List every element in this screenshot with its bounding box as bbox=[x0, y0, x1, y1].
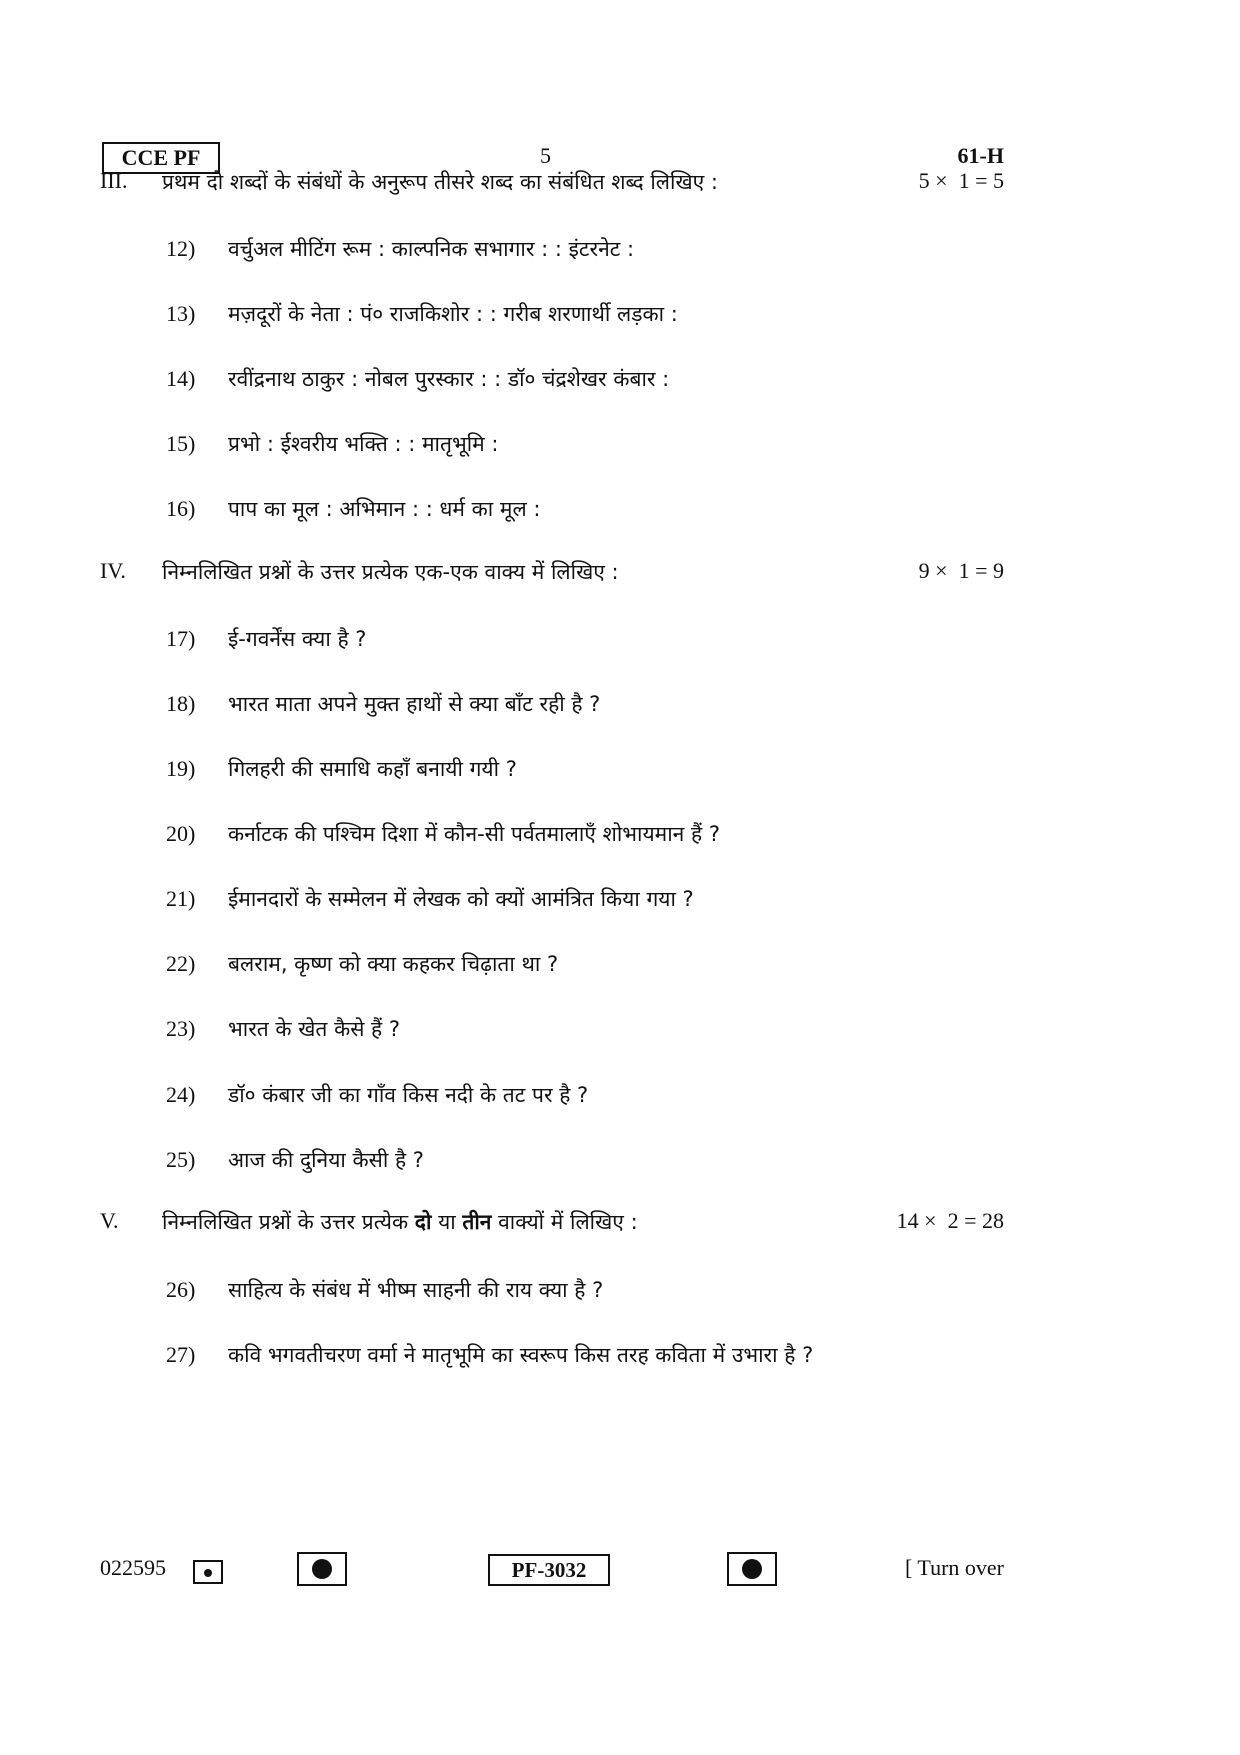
registration-mark-small bbox=[193, 1560, 223, 1584]
footer-id-number: 022595 bbox=[100, 1555, 166, 1580]
question-number: 20) bbox=[166, 821, 196, 846]
section-marks: 14 × 2 = 28 bbox=[896, 1208, 1004, 1233]
question-text: आज की दुनिया कैसी है ? bbox=[228, 1148, 424, 1172]
question-item bbox=[166, 820, 720, 854]
question-item bbox=[166, 1341, 813, 1375]
question-item bbox=[166, 690, 600, 724]
question-text: कवि भगवतीचरण वर्मा ने मातृभूमि का स्वरूप किस तरह कविता में उभारा है ? bbox=[228, 1343, 814, 1367]
question-item bbox=[166, 885, 694, 919]
question-text: ई-गवर्नेंस क्या है ? bbox=[228, 627, 367, 651]
question-text: कर्नाटक की पश्चिम दिशा में कौन-सी पर्वतमालाएँ शोभायमान हैं ? bbox=[228, 822, 720, 846]
question-number: 23) bbox=[166, 1016, 196, 1041]
question-number: 16) bbox=[166, 496, 196, 521]
question-number: 22) bbox=[166, 951, 196, 976]
dot-icon bbox=[742, 1559, 762, 1579]
question-item bbox=[166, 1276, 603, 1310]
section-instruction: निम्नलिखित प्रश्नों के उत्तर प्रत्येक एक-एक वाक्य में लिखिए : bbox=[162, 560, 619, 584]
question-number: 25) bbox=[166, 1147, 196, 1172]
question-text: साहित्य के संबंध में भीष्म साहनी की राय क्या है ? bbox=[228, 1278, 604, 1302]
question-number: 12) bbox=[166, 236, 196, 261]
question-text: रवींद्रनाथ ठाकुर : नोबल पुरस्कार : : डॉ० चंद्रशेखर कंबार : bbox=[228, 367, 670, 391]
question-text: डॉ० कंबार जी का गाँव किस नदी के तट पर है ? bbox=[228, 1083, 589, 1107]
question-text: गिलहरी की समाधि कहाँ बनायी गयी ? bbox=[228, 757, 517, 781]
instruction-emphasis: तीन bbox=[462, 1210, 492, 1234]
dot-icon bbox=[204, 1569, 212, 1577]
question-item bbox=[166, 235, 634, 269]
question-number: 24) bbox=[166, 1082, 196, 1107]
footer-paper-code: PF-3032 bbox=[488, 1554, 610, 1586]
section-marks: 9 × 1 = 9 bbox=[918, 558, 1004, 583]
question-item bbox=[166, 950, 558, 984]
section-marks: 5 × 1 = 5 bbox=[918, 168, 1004, 193]
question-text: भारत माता अपने मुक्त हाथों से क्या बाँट रही है ? bbox=[228, 692, 601, 716]
registration-mark-left bbox=[297, 1552, 347, 1586]
question-item bbox=[166, 365, 669, 399]
question-number: 15) bbox=[166, 431, 196, 456]
question-number: 18) bbox=[166, 691, 196, 716]
question-text: प्रभो : ईश्वरीय भक्ति : : मातृभूमि : bbox=[228, 432, 499, 456]
section-instruction: प्रथम दो शब्दों के संबंधों के अनुरूप तीसरे शब्द का संबंधित शब्द लिखिए : bbox=[162, 170, 718, 194]
question-text: भारत के खेत कैसे हैं ? bbox=[228, 1017, 401, 1041]
section-roman: III. bbox=[100, 168, 128, 193]
question-number: 13) bbox=[166, 301, 196, 326]
question-item bbox=[166, 755, 517, 789]
turn-over-note: [ Turn over bbox=[904, 1555, 1004, 1580]
question-number: 27) bbox=[166, 1342, 196, 1367]
question-number: 26) bbox=[166, 1277, 196, 1302]
question-text: पाप का मूल : अभिमान : : धर्म का मूल : bbox=[228, 497, 541, 521]
section-instruction bbox=[162, 1208, 638, 1236]
question-item bbox=[166, 1081, 588, 1115]
registration-mark-right bbox=[727, 1552, 777, 1586]
section-3-heading bbox=[100, 168, 1004, 202]
question-item bbox=[166, 495, 540, 529]
section-5-heading bbox=[100, 1208, 1004, 1242]
instruction-part: निम्नलिखित प्रश्नों के उत्तर प्रत्येक bbox=[162, 1210, 415, 1234]
section-roman: V. bbox=[100, 1208, 119, 1233]
question-item bbox=[166, 625, 366, 659]
question-number: 17) bbox=[166, 626, 196, 651]
section-4-heading bbox=[100, 558, 1004, 592]
question-text: मज़दूरों के नेता : पं० राजकिशोर : : गरीब शरणार्थी लड़का : bbox=[228, 302, 678, 326]
instruction-emphasis: दो bbox=[414, 1210, 432, 1234]
question-text: बलराम, कृष्ण को क्या कहकर चिढ़ाता था ? bbox=[228, 952, 559, 976]
instruction-part: वाक्यों में लिखिए : bbox=[491, 1210, 638, 1234]
question-item bbox=[166, 1146, 424, 1180]
question-item bbox=[166, 300, 678, 334]
question-number: 21) bbox=[166, 886, 196, 911]
dot-icon bbox=[312, 1559, 332, 1579]
page-number: 5 bbox=[540, 143, 551, 168]
question-text: वर्चुअल मीटिंग रूम : काल्पनिक सभागार : : इंटरनेट : bbox=[228, 237, 635, 261]
question-number: 14) bbox=[166, 366, 196, 391]
paper-code: 61-H bbox=[957, 143, 1004, 168]
question-text: ईमानदारों के सम्मेलन में लेखक को क्यों आमंत्रित किया गया ? bbox=[228, 887, 694, 911]
question-item bbox=[166, 1015, 400, 1049]
question-number: 19) bbox=[166, 756, 196, 781]
instruction-part: या bbox=[431, 1210, 463, 1234]
section-roman: IV. bbox=[100, 558, 126, 583]
header-exam-code: CCE PF bbox=[102, 142, 220, 174]
question-item bbox=[166, 430, 498, 464]
